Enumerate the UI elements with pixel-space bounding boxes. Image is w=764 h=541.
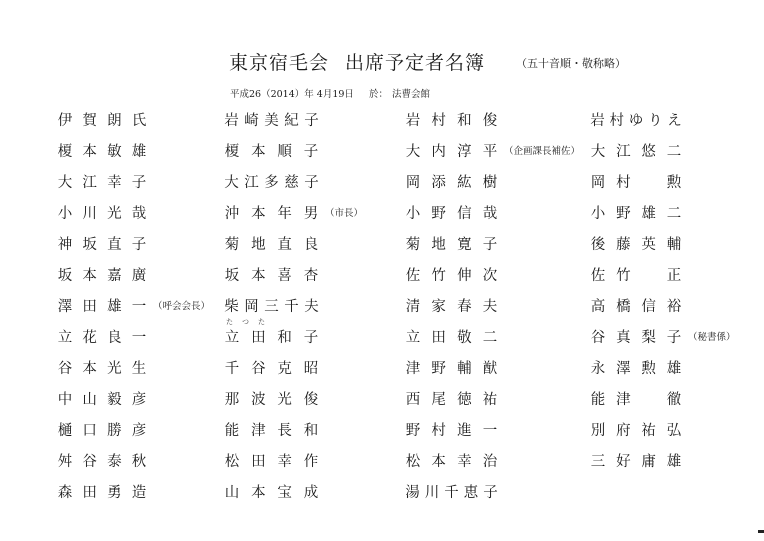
attendee-name: 立 花 良 一	[57, 330, 147, 346]
attendee-name: 立 田 敬 二	[405, 330, 498, 346]
attendee-name: 榎 本 敏 雄	[57, 144, 147, 160]
attendee-name: 松 田 幸 作	[224, 454, 319, 470]
event-date: 平成26（2014）年 4月19日	[230, 89, 354, 100]
attendee-name: 坂 本 嘉 廣	[57, 268, 147, 284]
attendee-role: （秘書係）	[688, 332, 736, 343]
attendee-name: 大 内 淳 平	[405, 144, 498, 160]
attendee-name: 千 谷 克 昭	[224, 361, 319, 377]
attendee-name: 三 好 庸 雄	[590, 454, 682, 470]
attendee-name: 沖 本 年 男	[224, 206, 319, 222]
attendee-name: 森 田 勇 造	[57, 485, 147, 501]
edge-mark	[758, 530, 764, 533]
attendee-name: 神 坂 直 子	[57, 237, 147, 253]
attendee-name: 佐 竹 伸 次	[405, 268, 498, 284]
attendee-name: 小 野 信 哉	[405, 206, 498, 222]
venue-label: 於：	[368, 89, 388, 100]
attendee-name: 小 川 光 哉	[57, 206, 147, 222]
attendee-name: 能 津 徹	[590, 392, 682, 408]
attendee-name: 岡 添 紘 樹	[405, 175, 498, 191]
attendee-name: 岩 村 ゆ り え	[590, 113, 682, 129]
attendee-name: 大 江 多 慈 子	[224, 175, 319, 191]
attendee-name: 伊 賀 朗 氏	[57, 113, 147, 129]
attendee-name: 小 野 雄 二	[590, 206, 682, 222]
attendee-name: 佐 竹 正	[590, 268, 682, 284]
venue-name: 法曹会館	[391, 89, 430, 100]
attendee-name: 能 津 長 和	[224, 423, 319, 439]
attendee-name: 湯 川 千 恵 子	[405, 485, 498, 501]
attendee-role: （企画課長補佐）	[504, 146, 581, 157]
attendee-name: 野 村 進 一	[405, 423, 498, 439]
title-list: 出席予定者名簿	[345, 52, 486, 74]
attendee-name: 岩 村 和 俊	[405, 113, 498, 129]
attendee-name: 那 波 光 俊	[224, 392, 319, 408]
attendee-name: 岩 崎 美 紀 子	[224, 113, 319, 129]
attendee-name: 清 家 春 夫	[405, 299, 498, 315]
attendee-name: 後 藤 英 輔	[590, 237, 682, 253]
attendee-name: 西 尾 徳 祐	[405, 392, 498, 408]
attendee-name: 谷 本 光 生	[57, 361, 147, 377]
attendee-name: 舛 谷 泰 秋	[57, 454, 147, 470]
attendee-name: 樋 口 勝 彦	[57, 423, 147, 439]
attendee-name: 立 田 和 子	[224, 330, 319, 346]
attendee-name: 津 野 輔 猷	[405, 361, 498, 377]
date-venue-line	[230, 86, 434, 100]
attendee-name: 榎 本 順 子	[224, 144, 319, 160]
attendee-name: 松 本 幸 治	[405, 454, 498, 470]
attendee-name: 菊 地 直 良	[224, 237, 319, 253]
attendee-name: 大 江 幸 子	[57, 175, 147, 191]
attendee-name: 菊 地 寛 子	[405, 237, 498, 253]
name-ruby: たつた	[226, 318, 274, 326]
attendee-name: 岡 村 勲	[590, 175, 682, 191]
order-note: （五十音順・敬称略）	[516, 57, 626, 70]
attendee-name: 別 府 祐 弘	[590, 423, 682, 439]
attendee-name: 澤 田 雄 一	[57, 299, 147, 315]
attendee-name: 大 江 悠 二	[590, 144, 682, 160]
attendee-name: 中 山 毅 彦	[57, 392, 147, 408]
attendee-role: （市長）	[325, 208, 364, 219]
attendee-name: 坂 本 喜 杏	[224, 268, 319, 284]
attendee-name: 柴 岡 三 千 夫	[224, 299, 319, 315]
document-title	[229, 48, 485, 75]
attendee-name: 高 橋 信 裕	[590, 299, 682, 315]
attendee-name: 谷 真 梨 子	[590, 330, 682, 346]
attendee-role: （呼会会長）	[153, 301, 211, 312]
attendee-name: 山 本 宝 成	[224, 485, 319, 501]
title-org: 東京宿毛会	[229, 52, 330, 74]
attendee-name: 永 澤 勲 雄	[590, 361, 682, 377]
